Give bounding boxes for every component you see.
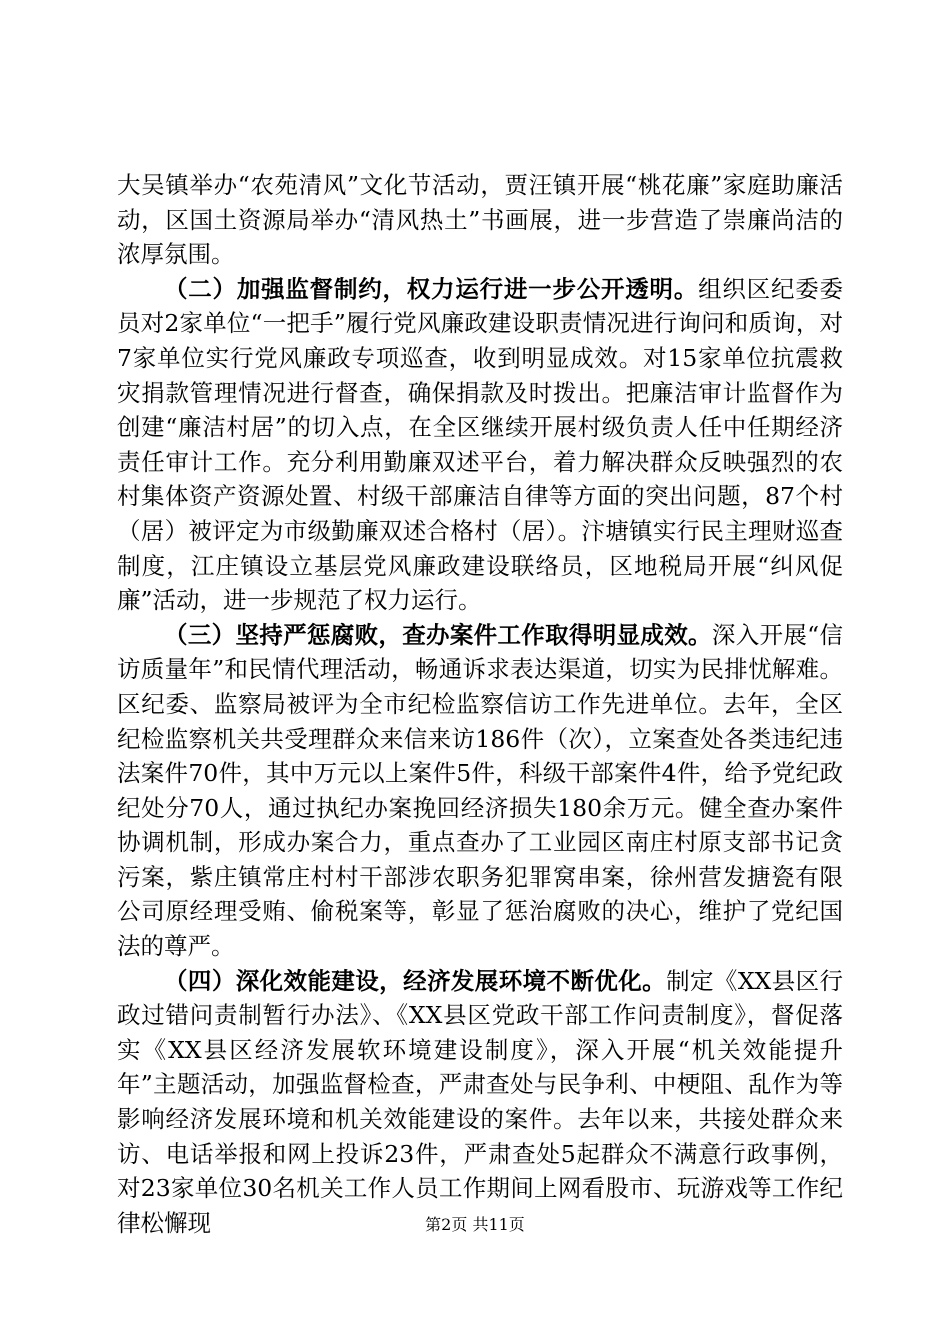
paragraph-anticorruption: [117, 618, 843, 964]
paragraph-text: 制定《XX县区行政过错问责制暂行办法》、《XX县区党政干部工作问责制度》，督促落实《XX县区经济发展软环境建设制度》，深入开展“机关效能提升年”主题活动，加强监督检查，严肃查处与民争利、中梗阻、乱作为等影响经济发展环境和机关效能建设的案件。去年以来，共接处群众来访、电话举报和网上投诉23件，严肃查处5起群众不满意行政事例，对23家单位30名机关工作人员工作期间上网看股市、玩游戏等工作纪律松懈现: [117, 966, 844, 1237]
paragraph-continuation: [117, 168, 843, 272]
paragraph-text: 大吴镇举办“农苑清风”文化节活动，贾汪镇开展“桃花廉”家庭助廉活动，区国土资源局举办“清风热土”书画展，进一步营造了崇廉尚洁的浓厚氛围。: [117, 171, 843, 269]
paragraph-efficiency: [117, 964, 843, 1241]
section-heading: （三）坚持严惩腐败，查办案件工作取得明显成效。: [164, 620, 712, 649]
section-heading: （四）深化效能建设，经济发展环境不断优化。: [164, 966, 667, 995]
section-heading: （二）加强监督制约，权力运行进一步公开透明。: [164, 274, 699, 303]
page-footer: [0, 1212, 950, 1235]
paragraph-text: 深入开展“信访质量年”和民情代理活动，畅通诉求表达渠道，切实为民排忧解难。区纪委、监察局被评为全市纪检监察信访工作先进单位。去年，全区纪检监察机关共受理群众来信来访186件（次），立案查处各类违纪违法案件70件，其中万元以上案件5件，科级干部案件4件，给予党纪政纪处分70人，通过执纪办案挽回经济损失180余万元。健全查办案件协调机制，形成办案合力，重点查办了工业园区南庄村原支部书记贪污案，紫庄镇常庄村村干部涉农职务犯罪窝串案，徐州营发搪瓷有限公司原经理受贿、偷税案等，彰显了惩治腐败的决心，维护了党纪国法的尊严。: [117, 620, 844, 961]
document-body: [117, 168, 843, 1240]
paragraph-text: 组织区纪委委员对2家单位“一把手”履行党风廉政建设职责情况进行询问和质询，对7家单位实行党风廉政专项巡查，收到明显成效。对15家单位抗震救灾捐款管理情况进行督查，确保捐款及时拨出。把廉洁审计监督作为创建“廉洁村居”的切入点，在全区继续开展村级负责人任中任期经济责任审计工作。充分利用勤廉双述平台，着力解决群众反映强烈的农村集体资产资源处置、村级干部廉洁自律等方面的突出问题，87个村（居）被评定为市级勤廉双述合格村（居）。汴塘镇实行民主理财巡查制度，江庄镇设立基层党风廉政建设联络员，区地税局开展“纠风促廉”活动，进一步规范了权力运行。: [117, 274, 844, 615]
page-number: 第2页 共11页: [425, 1215, 525, 1234]
paragraph-supervision: [117, 272, 843, 618]
